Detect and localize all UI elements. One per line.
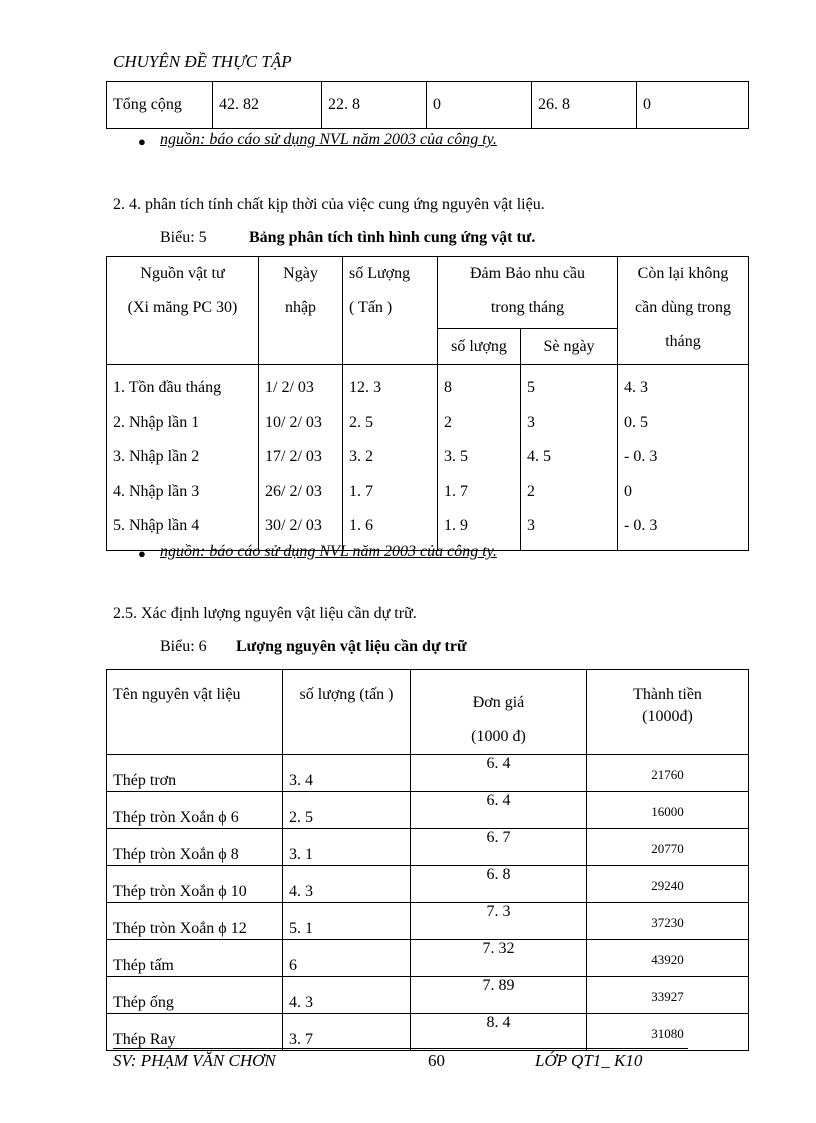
bullet-icon: ●: [138, 546, 146, 561]
source-note: nguồn: báo cáo sử dụng NVL năm 2003 của công ty.: [160, 543, 497, 560]
table-caption-title: Lượng nguyên vật liệu cần dự trữ: [236, 638, 467, 655]
page-header: CHUYÊN ĐỀ THỰC TẬP: [113, 52, 292, 71]
table-caption-label: Biểu: 5: [160, 229, 207, 246]
header-date: Ngày: [283, 265, 318, 282]
table-caption-label: Biểu: 6: [160, 638, 207, 655]
header-quantity: số Lượng: [349, 265, 411, 282]
bullet-icon: ●: [138, 134, 146, 149]
header-quantity: số lượng (tấn ): [283, 670, 411, 755]
table-row: Thép tròn Xoắn ϕ 6 2. 5 6. 4 16000: [107, 792, 749, 829]
supply-analysis-table: Nguồn vật tư (Xi măng PC 30) Ngày nhập số Lượng ( Tấn ) Đảm Bảo nhu cầu trong tháng Còn lại không cần dùng trong tháng số lượng Sè ngày 1. Tồn đầu tháng 2. Nhập lần 1 3. Nhập lần 2 4. Nhập lần 3 5. Nhập lần 4 1/ 2/ 03 10/ 2/ 03 17/ 2/ 03 26/ 2/ 03 30/ 2/ 03 12. 3 2. 5 3. 2 1. 7 1. 6 8 2 3. 5 1. 7 1. 9 5 3 4. 5 2 3 4. 3 0. 5 - 0. 3 0 - 0. 3: [106, 256, 749, 551]
table-row: Thép tròn Xoắn ϕ 10 4. 3 6. 8 29240: [107, 866, 749, 903]
header-unit-price: Đơn giá: [472, 694, 525, 711]
table-row: Thép Ray 3. 7 8. 4 31080: [107, 1014, 749, 1051]
table-row: Thép tấm 6 7. 32 43920: [107, 940, 749, 977]
footer-class: LỚP QT1_ K10: [535, 1051, 643, 1070]
table-row: Thép tròn Xoắn ϕ 12 5. 1 7. 3 37230: [107, 903, 749, 940]
table-row: Thép trơn 3. 4 6. 4 21760: [107, 755, 749, 792]
table-row: Thép tròn Xoắn ϕ 8 3. 1 6. 7 20770: [107, 829, 749, 866]
header-total: Thành tiền: [633, 686, 702, 703]
header-remaining: Còn lại không: [637, 265, 729, 282]
source-note: nguồn: báo cáo sử dụng NVL năm 2003 của công ty.: [160, 131, 497, 148]
footer-student: SV: PHẠM VĂN CHƠN: [113, 1051, 276, 1070]
table-caption-title: Bảng phân tích tình hình cung ứng vật tư.: [249, 229, 536, 246]
table-row: Tổng cộng 42. 82 22. 8 0 26. 8 0: [107, 82, 749, 129]
header-sub-quantity: số lượng: [438, 329, 521, 365]
footer-divider: [113, 1048, 688, 1049]
footer-page-number: 60: [428, 1051, 445, 1070]
table-row: Thép ống 4. 3 7. 89 33927: [107, 977, 749, 1014]
header-sub-days: Sè ngày: [521, 329, 618, 365]
reserve-materials-table: Tên nguyên vật liệu số lượng (tấn ) Đơn giá (1000 đ) Thành tiền (1000đ) Thép trơn 3. 4 6. 4 21760 Thép tròn Xoắn ϕ 6 2. 5 6. 4 16000 Thép tròn Xoắn ϕ 8 3. 1 6. 7 20770 Thép tròn Xoắn ϕ 10 4. 3 6. 8 29240 Thép tròn Xoắn ϕ 12 5. 1 7. 3 37230 Thép tấm 6 7. 32 43920 Thép ống 4. 3 7. 89 33927 Thép Ray 3. 7 8. 4 31080: [106, 669, 749, 1051]
header-source: Nguồn vật tư: [140, 265, 225, 282]
total-row-table: [106, 81, 749, 129]
header-guarantee: Đảm Bảo nhu cầu: [469, 265, 586, 282]
section-heading: 2. 4. phân tích tính chất kịp thời của việc cung ứng nguyên vật liệu.: [113, 196, 545, 213]
section-heading: 2.5. Xác định lượng nguyên vật liệu cần dự trữ.: [113, 605, 417, 622]
header-material-name: Tên nguyên vật liệu: [107, 670, 283, 755]
